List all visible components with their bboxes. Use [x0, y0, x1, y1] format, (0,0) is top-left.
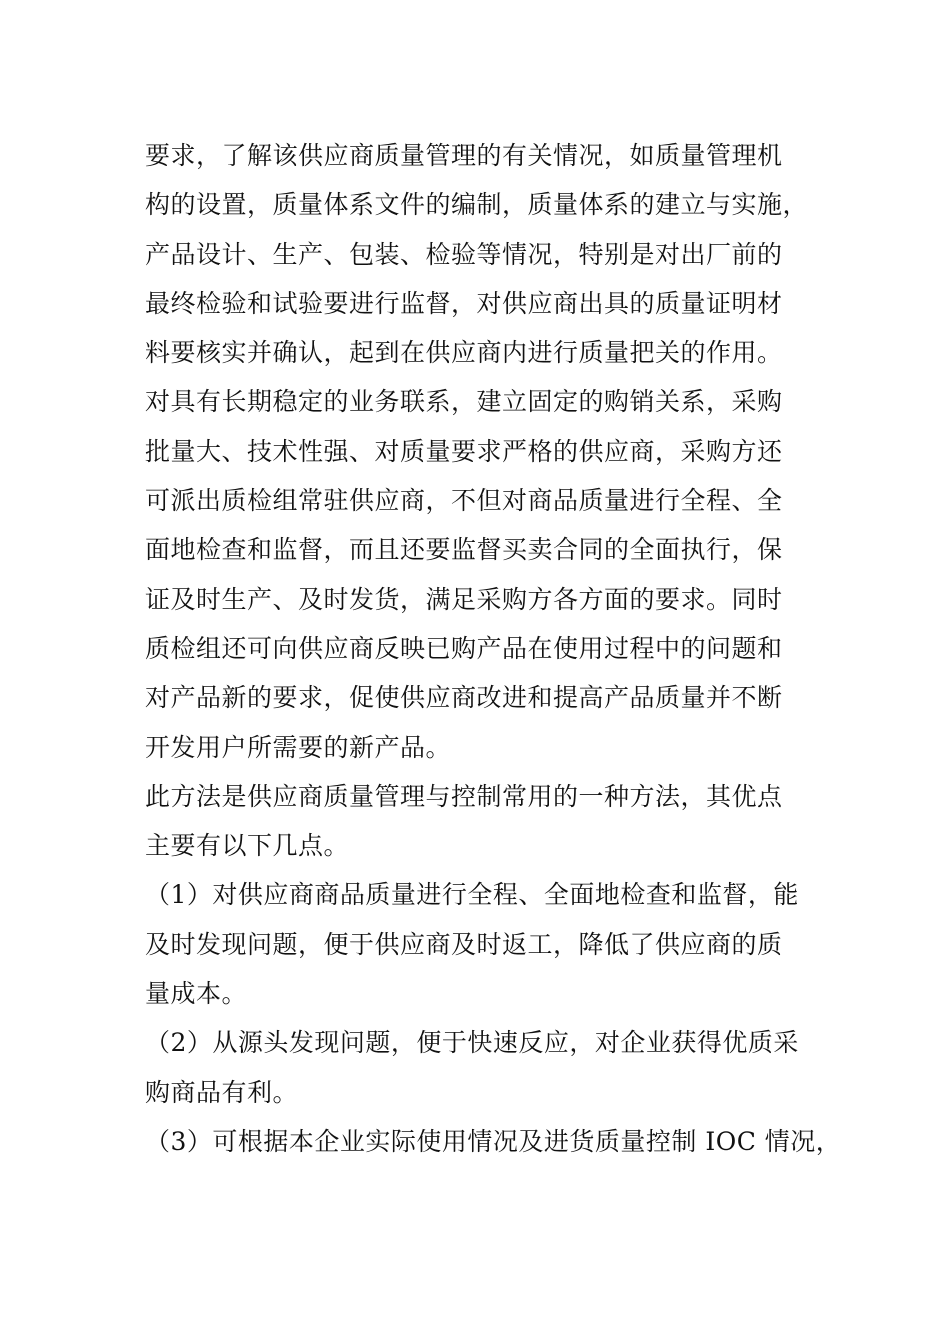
- text-line: 质检组还可向供应商反映已购产品在使用过程中的问题和: [145, 633, 783, 663]
- text-line: 此方法是供应商质量管理与控制常用的一种方法，其优点: [145, 781, 783, 811]
- text-line: 量成本。: [145, 979, 248, 1009]
- text-line: （3）可根据本企业实际使用情况及进货质量控制 IOC 情况，: [145, 1126, 842, 1156]
- text-line: （2）从源头发现问题，便于快速反应，对企业获得优质采: [145, 1028, 799, 1058]
- text-line: 证及时生产、及时发货，满足采购方各方面的要求。同时: [145, 584, 783, 614]
- text-line: 开发用户所需要的新产品。: [145, 732, 452, 762]
- text-line: 对产品新的要求，促使供应商改进和提高产品质量并不断: [145, 683, 783, 713]
- text-line: 要求，了解该供应商质量管理的有关情况，如质量管理机: [145, 141, 783, 170]
- text-line: 最终检验和试验要进行监督，对供应商出具的质量证明材: [145, 288, 783, 318]
- text-line: 产品设计、生产、包装、检验等情况，特别是对出厂前的: [145, 239, 783, 269]
- text-line: （1）对供应商商品质量进行全程、全面地检查和监督，能: [145, 880, 799, 910]
- text-line: 料要核实并确认，起到在供应商内进行质量把关的作用。: [145, 338, 783, 368]
- text-line: 批量大、技术性强、对质量要求严格的供应商，采购方还: [145, 436, 783, 466]
- text-line: 主要有以下几点。: [145, 831, 350, 861]
- text-line: 构的设置，质量体系文件的编制，质量体系的建立与实施，: [145, 190, 809, 220]
- text-line: 对具有长期稳定的业务联系，建立固定的购销关系，采购: [145, 387, 783, 417]
- text-line: 及时发现问题，便于供应商及时返工，降低了供应商的质: [145, 929, 783, 959]
- text-line: 购商品有利。: [145, 1077, 299, 1107]
- text-line: 面地检查和监督，而且还要监督买卖合同的全面执行，保: [145, 535, 783, 565]
- body-text: [145, 131, 845, 1166]
- text-line: 可派出质检组常驻供应商，不但对商品质量进行全程、全: [145, 486, 783, 516]
